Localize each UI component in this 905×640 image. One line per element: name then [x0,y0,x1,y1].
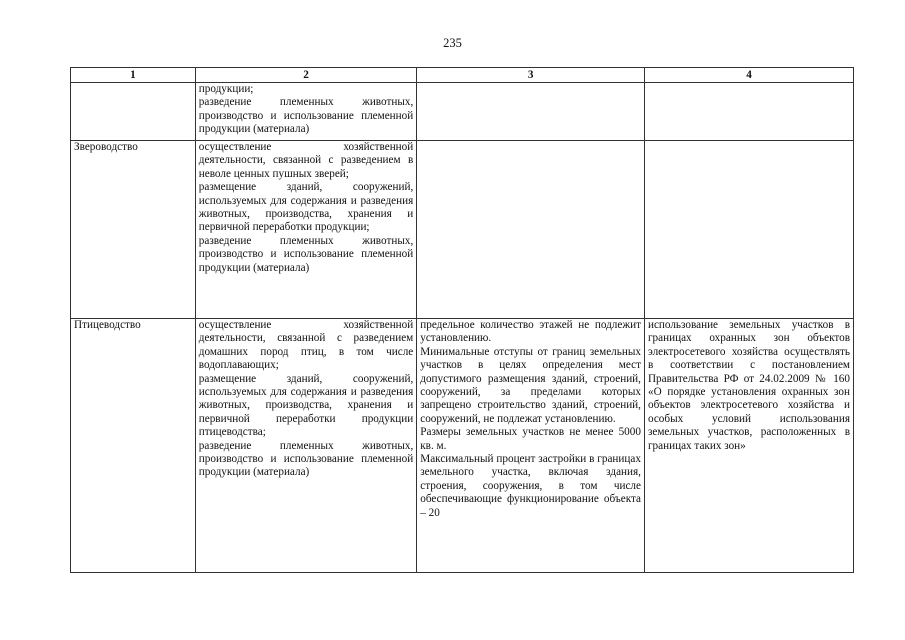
cell-restrictions [644,319,853,573]
cell-text: осуществление хозяйственной деятельности, связанной с разведением в неволе ценных пушных зверей; размещение зданий, сооружений, используемых для содержания и разведения животных, производства, хранения и первичной переработки продукции; разведение племенных животных, производство и использование племенной продукции (материала) [198,141,414,274]
column-header-1: 1 [71,68,196,83]
cell-parameters [417,83,645,141]
cell-text: осуществление хозяйственной деятельности, связанной с разведением домашних пород птиц, в том числе водоплавающих; размещение зданий, сооружений, используемых для содержания и разведения животных, производства, хранения и первичной переработки продукции птицеводства; разведение племенных животных, производство и использование племенной продукции (материала) [198,319,414,479]
cell-use-type [71,141,196,319]
table-row [71,141,854,319]
cell-use-description [195,319,416,573]
zoning-table [70,67,854,573]
cell-parameters [417,319,645,573]
cell-text: предельное количество этажей не подлежит установлению. Минимальные отступы от границ земельных участков в целях определения мест допустимого размещения зданий, строений, сооружений, за пределами которых запрещено строительство зданий, строений, сооружений, не подлежат установлению. Размеры земельных участков не менее 5000 кв. м. Максимальный процент застройки в границах земельного участка, включая здания, строения, сооружения, в том числе обеспечивающие функционирование объекта – 20 [420,319,641,519]
column-header-4: 4 [644,68,853,83]
table-row [71,83,854,141]
cell-text: Птицеводство [74,319,141,331]
table-header-row [71,68,854,83]
page-number: 235 [443,36,462,50]
cell-text: Звероводство [74,141,138,153]
cell-use-type [71,319,196,573]
cell-restrictions [644,141,853,319]
cell-restrictions [644,83,853,141]
cell-use-description [195,141,416,319]
column-header-3: 3 [417,68,645,83]
column-header-2: 2 [195,68,416,83]
cell-use-description [195,83,416,141]
table-row [71,319,854,573]
cell-parameters [417,141,645,319]
cell-text: продукции; разведение племенных животных, производство и использование племенной продукции (материала) [198,83,414,136]
cell-use-type [71,83,196,141]
cell-text: использование земельных участков в границах охранных зон объектов электросетевого хозяйства осуществлять в соответствии с постановлением Правительства РФ от 24.02.2009 № 160 «О порядке установления охранных зон объектов электросетевого хозяйства и особых условий использования земельных участков, расположенных в границах таких зон» [647,319,850,452]
